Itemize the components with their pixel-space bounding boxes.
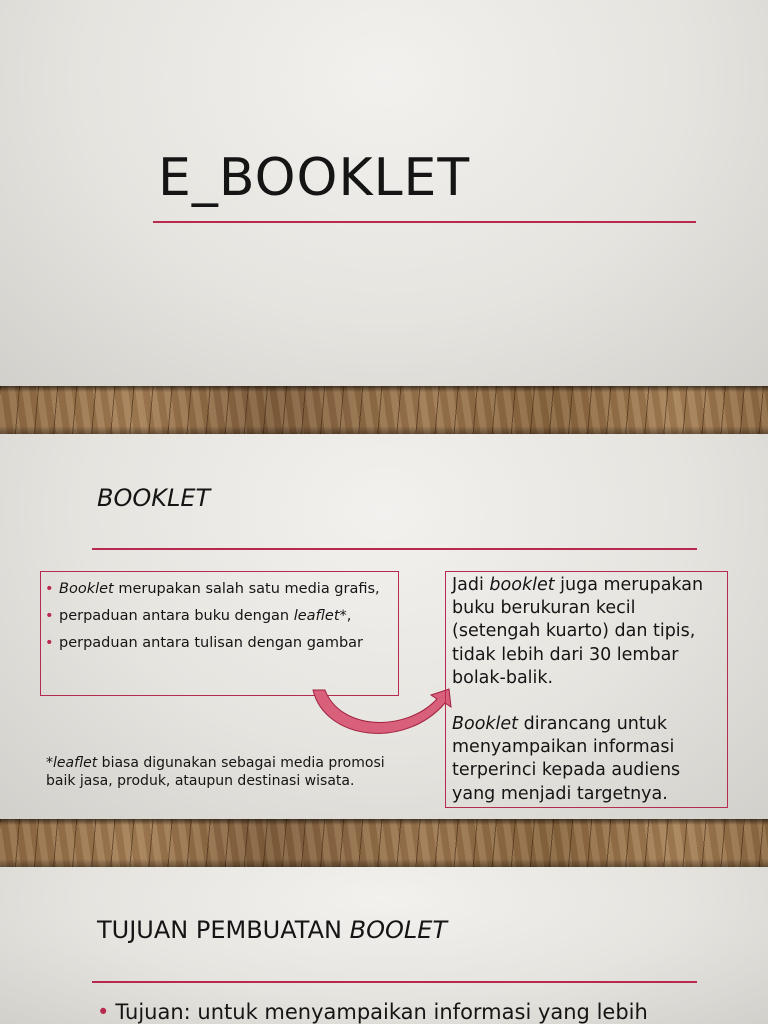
explanation-paragraph-1: Jadi booklet juga merupakan buku berukuran kecil (setengah kuarto) dan tipis, tidak lebih dari 30 lembar bolak-balik. — [452, 575, 704, 688]
list-item: • Tujuan: untuk menyampaikan informasi yang lebih — [97, 1000, 648, 1024]
leaflet-note: *leaflet biasa digunakan sebagai media promosi baik jasa, produk, ataupun destinasi wisata. — [46, 755, 385, 789]
slide-3-title: TUJUAN PEMBUATAN BOOLET — [97, 916, 448, 944]
slide-1-title-rule — [153, 221, 696, 223]
slide-3-title-rule — [92, 981, 697, 983]
explanation-paragraph-2: Booklet dirancang untuk menyampaikan informasi terperinci kepada audiens yang menjadi targetnya. — [452, 714, 681, 804]
list-item: • Booklet merupakan salah satu media grafis, — [45, 578, 390, 601]
slide-1-title: E_BOOKLET — [158, 148, 471, 208]
list-item: • perpaduan antara tulisan dengan gambar — [45, 632, 390, 655]
bullet-icon: • — [45, 581, 54, 597]
bullet-icon: • — [45, 608, 54, 624]
list-item: • perpaduan antara buku dengan leaflet*, — [45, 605, 390, 628]
definition-box — [40, 571, 399, 696]
curved-arrow-icon — [305, 685, 455, 745]
bullet-icon: • — [45, 635, 54, 651]
wood-floor-1 — [0, 386, 768, 434]
slide-1 — [0, 0, 768, 388]
explanation-box — [445, 571, 728, 808]
slide-2-title: BOOKLET — [97, 484, 211, 512]
slide-2-title-rule — [92, 548, 697, 550]
definition-list — [45, 578, 390, 655]
bullet-icon: • — [97, 1000, 110, 1024]
wood-floor-2 — [0, 819, 768, 867]
